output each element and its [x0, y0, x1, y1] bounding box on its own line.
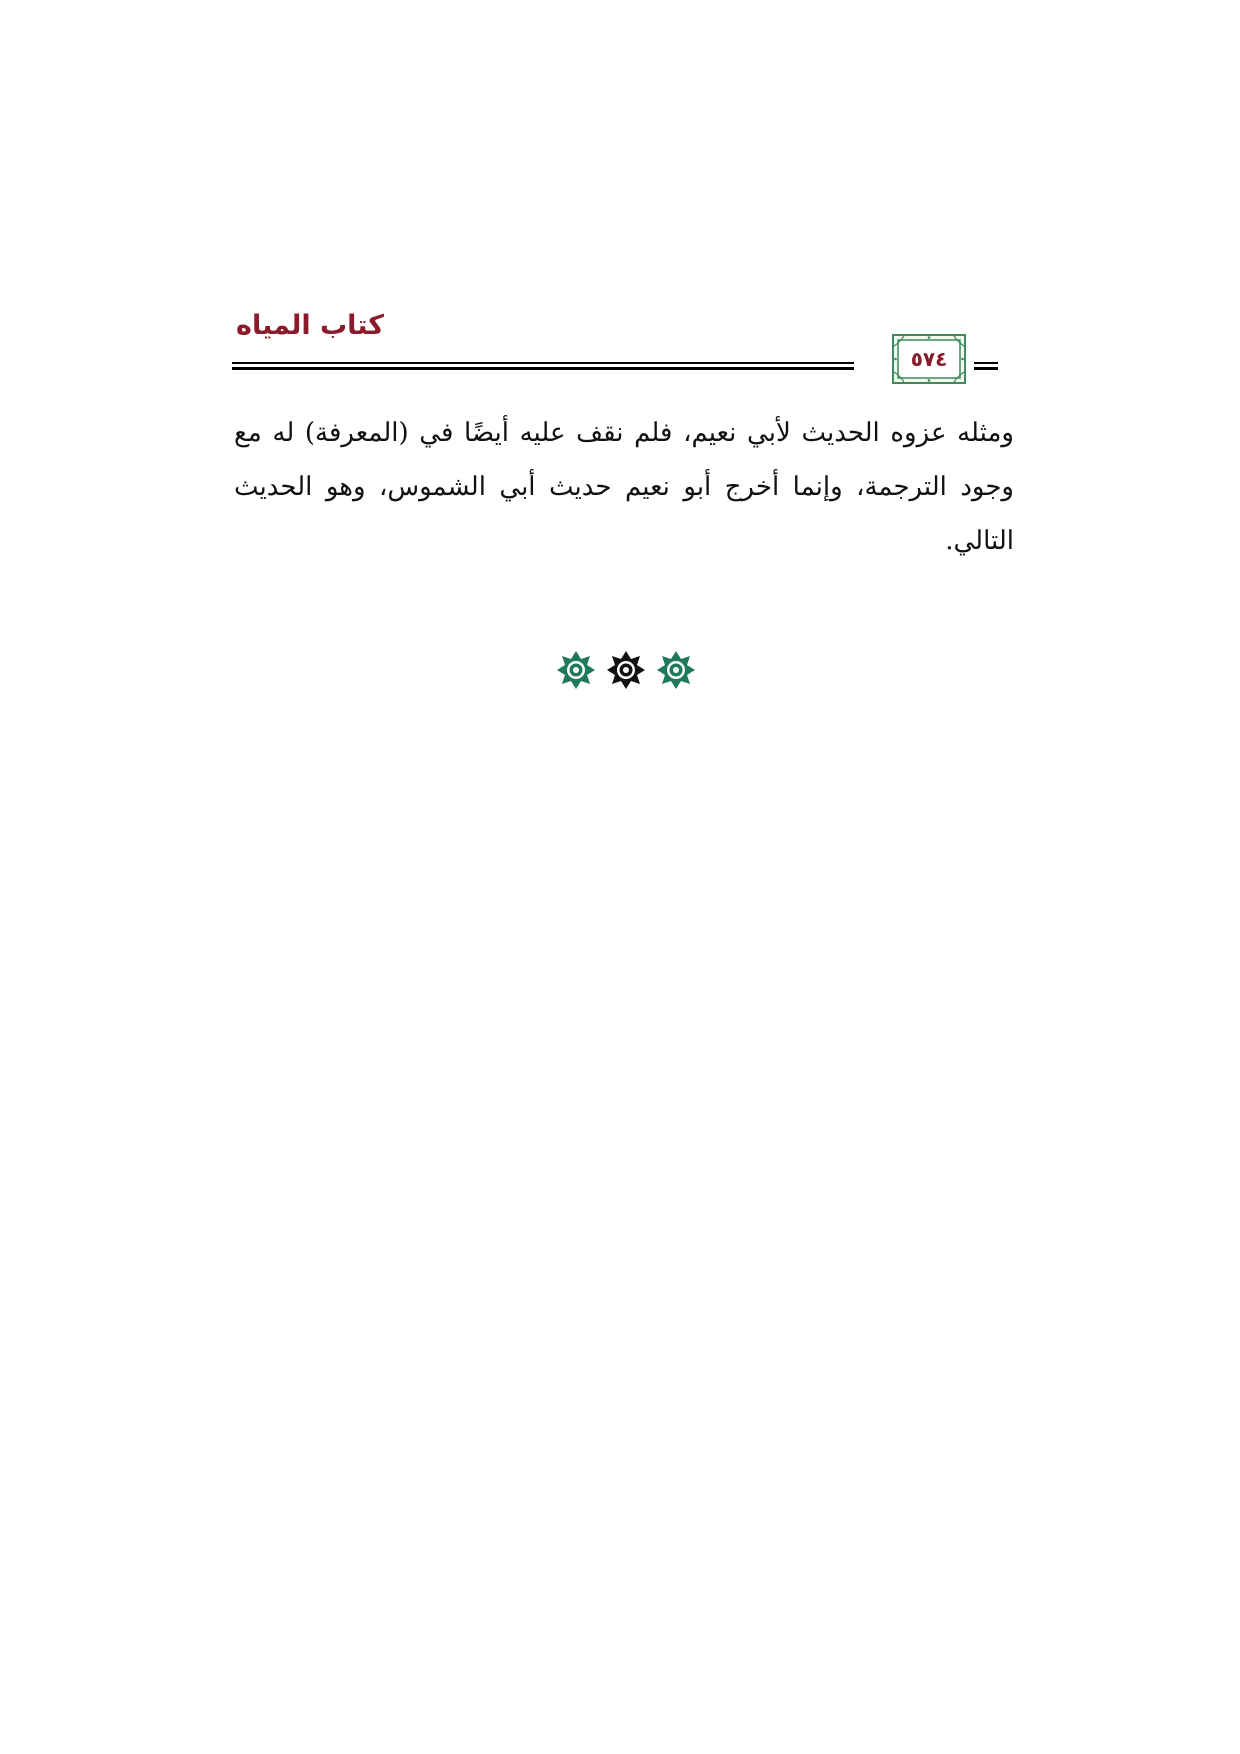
- section-end-ornament: [556, 650, 696, 690]
- star-flower-icon: [606, 650, 646, 690]
- paragraph: ومثله عزوه الحديث لأبي نعيم، فلم نقف عليه أيضًا في (المعرفة) له مع وجود الترجمة، وإنما أخرج أبو نعيم حديث أبي الشموس، وهو الحديث التالي.: [234, 418, 1014, 556]
- header-rule-tail: [974, 362, 998, 370]
- star-flower-icon: [656, 650, 696, 690]
- page-number: ٥٧٤: [910, 347, 948, 371]
- header-rule: [232, 362, 854, 370]
- book-title: كتاب المياه: [236, 310, 384, 341]
- body-text: [234, 406, 1014, 568]
- page-number-badge: [892, 334, 966, 384]
- star-flower-icon: [556, 650, 596, 690]
- page-header: [232, 310, 1018, 390]
